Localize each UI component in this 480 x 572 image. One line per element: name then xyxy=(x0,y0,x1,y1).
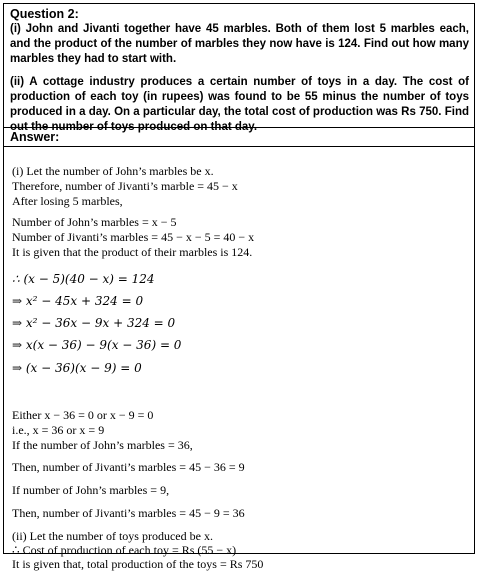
answer-line: ∴ Cost of production of each toy = Rs (55 − x) xyxy=(12,543,237,557)
answer-line: Number of John’s marbles = x − 5 xyxy=(12,215,177,229)
answer-line: After losing 5 marbles, xyxy=(12,194,123,208)
answer-title: Answer: xyxy=(10,130,60,144)
answer-line: (i) Let the number of John’s marbles be x. xyxy=(12,164,214,178)
question-part-1: (i) John and Jivanti together have 45 marbles. Both of them lost 5 marbles each, and the product of the number of marbles they now have is 124. Find out how many marbles they had to start with. xyxy=(10,23,469,65)
answer-line: It is given that the product of their marbles is 124. xyxy=(12,245,253,259)
answer-box xyxy=(4,128,474,571)
answer-line: (ii) Let the number of toys produced be x. xyxy=(12,529,213,543)
answer-line: If the number of John’s marbles = 36, xyxy=(12,438,193,452)
equation-line: ⇒ x² − 45x + 324 = 0 xyxy=(12,294,144,308)
question-title: Question 2: xyxy=(10,7,79,21)
answer-line: Either x − 36 = 0 or x − 9 = 0 xyxy=(12,408,154,422)
answer-line: If number of John’s marbles = 9, xyxy=(12,483,170,497)
question-box xyxy=(4,4,474,133)
answer-header xyxy=(4,128,474,147)
equation-line: ∴ (x − 5)(40 − x) = 124 xyxy=(12,272,155,286)
answer-line: i.e., x = 36 or x = 9 xyxy=(12,423,105,437)
question-part-2: (ii) A cottage industry produces a certain number of toys in a day. The cost of production of each toy (in rupees) was found to be 55 minus the number of toys produced in a day. On a particular day, the total cost of production was Rs 750. Find out the number of toys produced on that day. xyxy=(10,76,469,133)
equation-line: ⇒ x(x − 36) − 9(x − 36) = 0 xyxy=(12,338,182,352)
answer-line: Number of Jivanti’s marbles = 45 − x − 5 = 40 − x xyxy=(12,230,255,244)
equation-line: ⇒ x² − 36x − 9x + 324 = 0 xyxy=(12,316,176,330)
answer-line: It is given that, total production of the toys = Rs 750 xyxy=(12,557,264,571)
answer-line: Therefore, number of Jivanti’s marble = 45 − x xyxy=(12,179,238,193)
answer-line: Then, number of Jivanti’s marbles = 45 − 9 = 36 xyxy=(12,506,245,520)
answer-line: Then, number of Jivanti’s marbles = 45 − 36 = 9 xyxy=(12,460,245,474)
qa-frame xyxy=(3,3,475,571)
equation-line: ⇒ (x − 36)(x − 9) = 0 xyxy=(12,361,142,375)
